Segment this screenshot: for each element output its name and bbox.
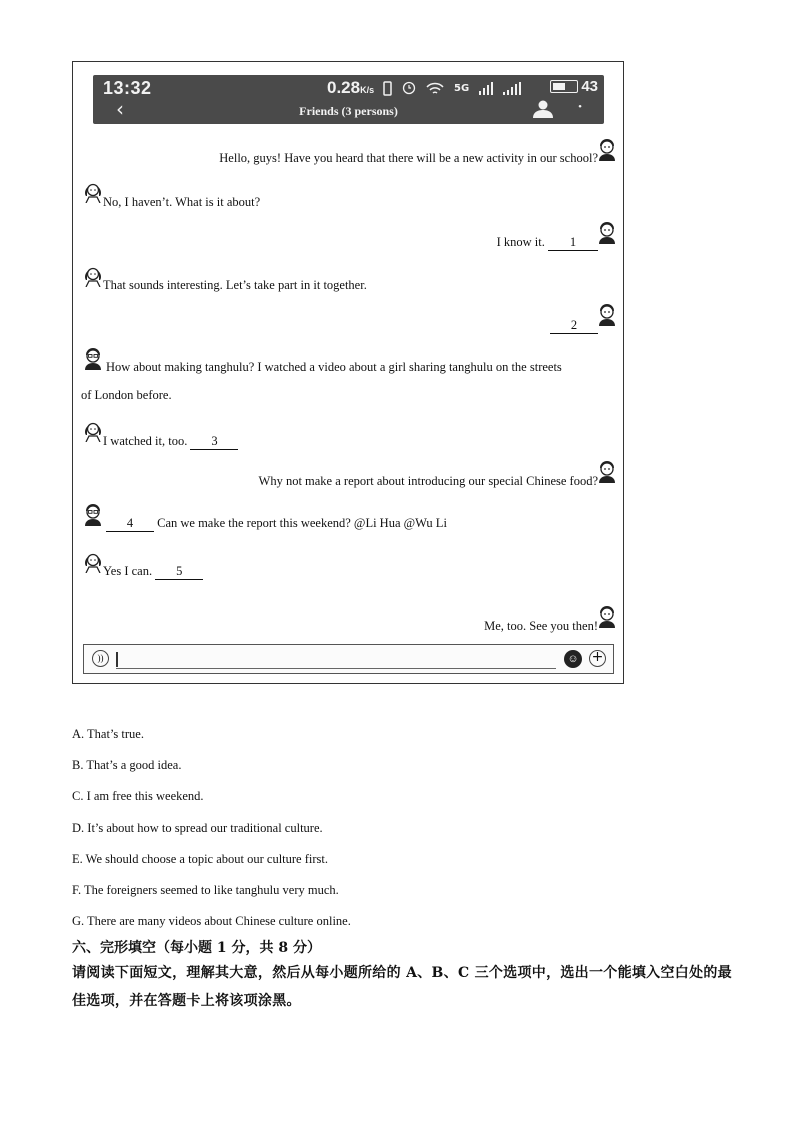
plus-icon[interactable]: + (589, 650, 606, 667)
battery-indicator: 43 (550, 78, 598, 95)
option-f: F. The foreigners seemed to like tanghulu very much. (72, 883, 339, 897)
blank-4: 4 (106, 515, 154, 532)
status-icons (383, 79, 521, 97)
battery-icon (550, 80, 578, 93)
message-boy-5: Me, too. See you then! (484, 619, 598, 633)
section-instruction: 请阅读下面短文，理解其大意，然后从每小题所给的 A、B、C 三个选项中，选出一个能填入空白处的最佳选项，并在答题卡上将该项涂黑。 (72, 965, 732, 1009)
signal-icon-2 (503, 82, 521, 95)
girl-avatar-icon (83, 549, 103, 573)
phone-header (93, 75, 604, 124)
message-boy-glasses-2: 4 Can we make the report this weekend? @Li Hua @Wu Li (106, 515, 447, 532)
text-cursor (116, 652, 118, 667)
message-boy-2: I know it. 1 (497, 234, 598, 251)
option-c: C. I am free this weekend. (72, 789, 204, 803)
boy-avatar-icon (597, 302, 617, 326)
message-boy-1: Hello, guys! Have you heard that there will be a new activity in our school? (219, 151, 598, 165)
wifi-icon (426, 82, 444, 95)
alarm-icon (402, 81, 416, 95)
blank-3: 3 (190, 433, 238, 450)
option-e: E. We should choose a topic about our culture first. (72, 852, 328, 866)
option-a: A. That’s true. (72, 727, 144, 741)
phone-icon (383, 81, 392, 96)
girl-avatar-icon (83, 179, 103, 203)
message-input-bar (83, 644, 614, 674)
blank-1: 1 (548, 234, 598, 251)
chat-title: Friends (3 persons) (299, 104, 398, 118)
option-g: G. There are many videos about Chinese culture online. (72, 914, 351, 928)
boy-glasses-avatar-icon (83, 346, 103, 370)
girl-avatar-icon (83, 418, 103, 442)
emoji-icon[interactable]: ☺ (564, 650, 582, 668)
boy-avatar-icon (597, 137, 617, 161)
section-title: 六、完形填空（每小题 1 分，共 8 分） (72, 940, 321, 956)
blank-2: 2 (550, 317, 598, 334)
boy-avatar-icon (597, 459, 617, 483)
message-girl-2: That sounds interesting. Let’s take part in it together. (103, 278, 367, 292)
network-label: 5G (454, 82, 470, 94)
message-girl-3: I watched it, too. 3 (103, 433, 238, 450)
signal-icon (479, 82, 493, 95)
blank-5: 5 (155, 563, 203, 580)
voice-icon[interactable]: )) (92, 650, 109, 667)
message-girl-4: Yes I can. 5 (103, 563, 203, 580)
menu-icon[interactable]: • (578, 101, 582, 113)
message-input[interactable] (116, 650, 556, 669)
message-boy-glasses-1-cont: of London before. (81, 388, 172, 402)
contacts-icon[interactable] (532, 100, 554, 118)
option-b: B. That’s a good idea. (72, 758, 182, 772)
message-boy-glasses-1: How about making tanghulu? I watched a video about a girl sharing tanghulu on the streets (106, 360, 562, 374)
chat-screenshot (72, 61, 624, 684)
boy-avatar-icon (597, 220, 617, 244)
status-time: 13:32 (103, 78, 152, 98)
girl-avatar-icon (83, 263, 103, 287)
message-boy-3 (550, 317, 598, 334)
boy-glasses-avatar-icon (83, 502, 103, 526)
message-girl-1: No, I haven’t. What is it about? (103, 195, 261, 209)
boy-avatar-icon (597, 604, 617, 628)
back-icon[interactable]: ‹ (116, 97, 124, 121)
message-boy-4: Why not make a report about introducing our special Chinese food? (258, 474, 598, 488)
option-d: D. It’s about how to spread our traditional culture. (72, 821, 323, 835)
status-speed: 0.28K/s (327, 78, 375, 97)
